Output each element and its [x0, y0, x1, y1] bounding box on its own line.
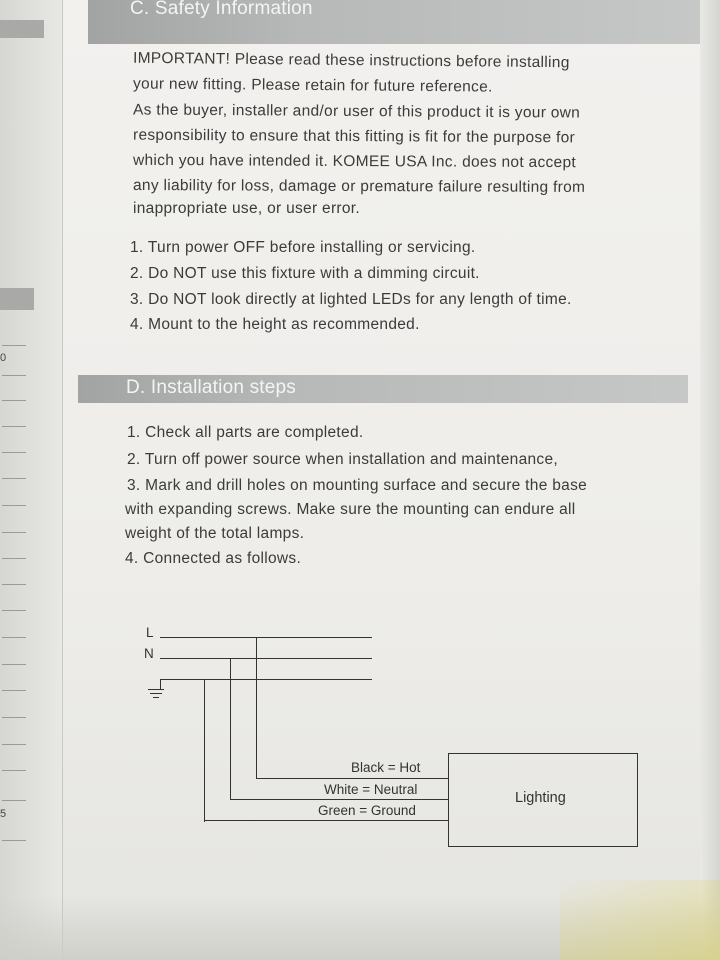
- adjacent-page-number: 0: [0, 352, 7, 364]
- neutral-run: [230, 799, 448, 800]
- ground-run: [204, 820, 448, 821]
- list-item: 3. Mark and drill holes on mounting surface and secure the base: [127, 477, 588, 494]
- adjacent-page-rule: [2, 345, 26, 346]
- adjacent-page-number: 5: [0, 808, 7, 820]
- section-title-safety: C. Safety Information: [130, 0, 313, 19]
- wiring-diagram: [130, 615, 650, 860]
- adjacent-page-rule: [2, 478, 26, 479]
- wire-label-ground: Green = Ground: [318, 803, 416, 818]
- line-wire: [160, 637, 372, 638]
- adjacent-page-rule: [2, 690, 26, 691]
- list-item: weight of the total lamps.: [125, 525, 305, 542]
- neutral-label: N: [144, 646, 154, 661]
- list-item: 4. Connected as follows.: [125, 550, 302, 567]
- wire-label-neutral: White = Neutral: [324, 782, 418, 797]
- list-item: 2. Turn off power source when installation and maintenance,: [127, 451, 558, 468]
- adjacent-page-rule: [2, 717, 26, 718]
- adjacent-page-rule: [2, 637, 26, 638]
- list-item: 1. Check all parts are completed.: [127, 424, 364, 441]
- section-title-installation: D. Installation steps: [126, 377, 297, 398]
- adjacent-page-rule: [2, 375, 26, 376]
- ground-stem: [160, 679, 161, 689]
- adjacent-page-rule: [2, 800, 26, 801]
- hot-drop: [256, 637, 257, 779]
- paragraph-line: any liability for loss, damage or premature failure resulting from: [132, 177, 586, 196]
- hot-run: [256, 778, 448, 779]
- background-surface: [560, 880, 720, 960]
- section-header-safety: [88, 0, 700, 44]
- adjacent-page-bar: [0, 20, 44, 38]
- list-item: 3. Do NOT look directly at lighted LEDs for any length of time.: [130, 291, 572, 308]
- list-item: 4. Mount to the height as recommended.: [130, 316, 420, 333]
- list-item: with expanding screws. Make sure the mounting can endure all: [125, 501, 576, 518]
- adjacent-page-rule: [2, 558, 26, 559]
- wire-label-hot: Black = Hot: [351, 760, 421, 775]
- adjacent-page-bar: [0, 288, 34, 310]
- adjacent-page-rule: [2, 505, 26, 506]
- paragraph-line: IMPORTANT! Please read these instructions before installing: [132, 49, 570, 72]
- ground-wire: [160, 679, 372, 680]
- neutral-drop: [230, 658, 231, 800]
- ground-drop: [204, 679, 205, 822]
- list-item: 2. Do NOT use this fixture with a dimming circuit.: [130, 265, 480, 282]
- ground-bar: [153, 697, 159, 698]
- adjacent-page-rule: [2, 610, 26, 611]
- adjacent-page-rule: [2, 452, 26, 453]
- adjacent-page-rule: [2, 532, 26, 533]
- section-header-installation: [78, 375, 688, 403]
- neutral-wire: [160, 658, 372, 659]
- adjacent-page-rule: [2, 426, 26, 427]
- page-right-edge: [700, 0, 720, 960]
- lighting-fixture-box: [448, 753, 638, 847]
- lighting-label: Lighting: [515, 790, 566, 806]
- adjacent-page-rule: [2, 584, 26, 585]
- paragraph-line: your new fitting. Please retain for future reference.: [132, 75, 493, 96]
- adjacent-page-edge: [0, 0, 63, 960]
- paragraph-line: As the buyer, installer and/or user of this product it is your own: [132, 101, 581, 122]
- ground-bar: [148, 689, 164, 690]
- adjacent-page-rule: [2, 744, 26, 745]
- adjacent-page-rule: [2, 840, 26, 841]
- adjacent-page-rule: [2, 770, 26, 771]
- list-item: 1. Turn power OFF before installing or servicing.: [130, 239, 476, 256]
- paragraph-line: which you have intended it. KOMEE USA Inc. does not accept: [132, 151, 577, 172]
- paragraph-line: responsibility to ensure that this fitting is fit for the purpose for: [132, 126, 576, 147]
- line-label: L: [146, 625, 154, 640]
- ground-bar: [150, 693, 162, 694]
- adjacent-page-rule: [2, 664, 26, 665]
- adjacent-page-rule: [2, 400, 26, 401]
- paragraph-line: inappropriate use, or user error.: [133, 200, 361, 217]
